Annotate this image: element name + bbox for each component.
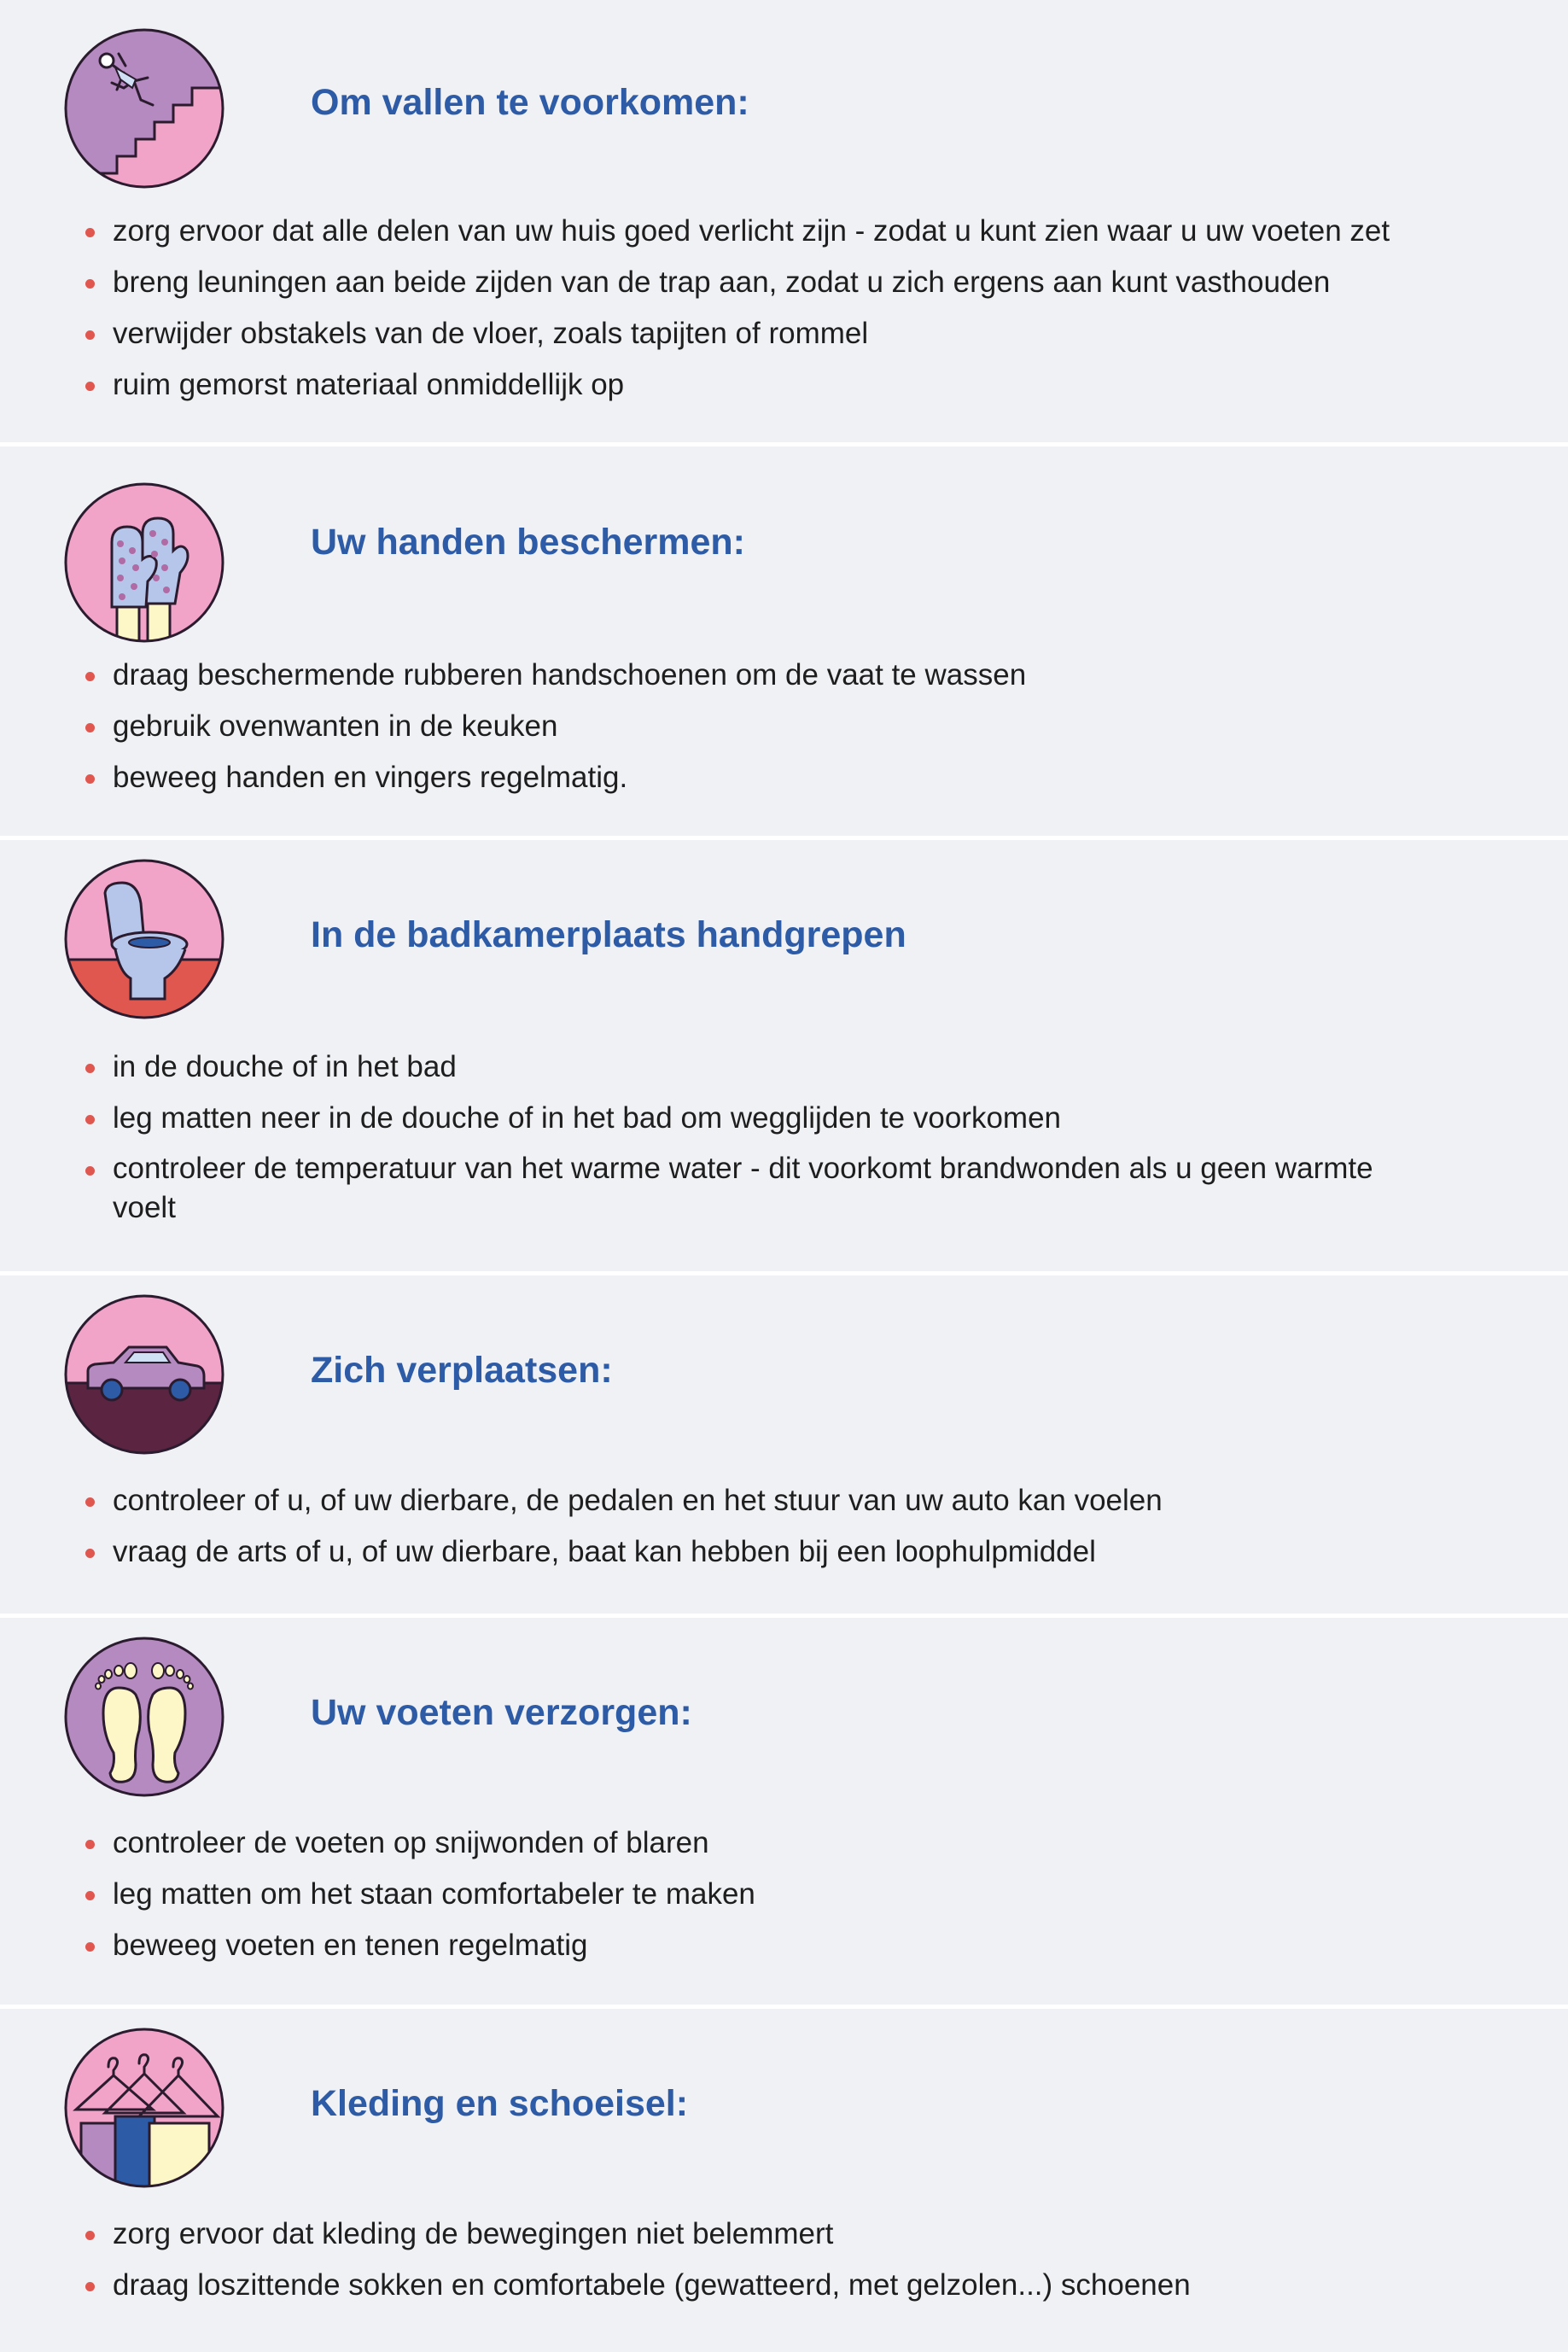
section-title: Om vallen te voorkomen: bbox=[311, 82, 749, 123]
footprints-icon bbox=[64, 1637, 224, 1797]
list-item: leg matten neer in de douche of in het bad om wegglijden te voorkomen bbox=[85, 1098, 1519, 1139]
list-item: draag loszittende sokken en comfortabele (gewatteerd, met gelzolen...) schoenen bbox=[85, 2265, 1519, 2306]
section-title: In de badkamerplaats handgrepen bbox=[311, 914, 906, 955]
section-hands bbox=[0, 446, 1568, 836]
bullet-list bbox=[85, 2214, 1519, 2316]
section-falls bbox=[0, 0, 1568, 442]
list-item: zorg ervoor dat alle delen van uw huis goed verlicht zijn - zodat u kunt zien waar u uw voeten zet bbox=[85, 211, 1519, 252]
oven-mitts-icon bbox=[64, 482, 224, 643]
list-item: beweeg voeten en tenen regelmatig bbox=[85, 1925, 1519, 1966]
list-item: controleer of u, of uw dierbare, de pedalen en het stuur van uw auto kan voelen bbox=[85, 1480, 1519, 1521]
list-item: ruim gemorst materiaal onmiddellijk op bbox=[85, 365, 1519, 406]
list-item: leg matten om het staan comfortabeler te maken bbox=[85, 1874, 1519, 1915]
list-item: gebruik ovenwanten in de keuken bbox=[85, 706, 1519, 747]
toilet-icon bbox=[64, 859, 224, 1019]
section-title: Uw handen beschermen: bbox=[311, 522, 745, 563]
bullet-list bbox=[85, 1480, 1519, 1583]
list-item: controleer de temperatuur van het warme water - dit voorkomt brandwonden als u geen warmte voelt bbox=[85, 1149, 1444, 1228]
section-bathroom bbox=[0, 840, 1568, 1271]
list-item: verwijder obstakels van de vloer, zoals tapijten of rommel bbox=[85, 313, 1519, 354]
list-item: draag beschermende rubberen handschoenen om de vaat te wassen bbox=[85, 655, 1519, 696]
section-feet bbox=[0, 1618, 1568, 2005]
section-title: Kleding en schoeisel: bbox=[311, 2083, 689, 2124]
falling-stairs-icon bbox=[64, 28, 224, 189]
section-title: Zich verplaatsen: bbox=[311, 1350, 613, 1391]
bullet-list bbox=[85, 655, 1519, 808]
clothes-hangers-icon bbox=[64, 2028, 224, 2188]
car-icon bbox=[64, 1294, 224, 1455]
list-item: beweeg handen en vingers regelmatig. bbox=[85, 757, 1519, 798]
section-clothing bbox=[0, 2009, 1568, 2352]
bullet-list bbox=[85, 1047, 1519, 1238]
list-item: in de douche of in het bad bbox=[85, 1047, 1519, 1088]
list-item: controleer de voeten op snijwonden of blaren bbox=[85, 1823, 1519, 1864]
bullet-list bbox=[85, 1823, 1519, 1976]
section-transport bbox=[0, 1275, 1568, 1614]
list-item: zorg ervoor dat kleding de bewegingen niet belemmert bbox=[85, 2214, 1519, 2255]
list-item: vraag de arts of u, of uw dierbare, baat kan hebben bij een loophulpmiddel bbox=[85, 1532, 1519, 1573]
list-item: breng leuningen aan beide zijden van de trap aan, zodat u zich ergens aan kunt vasthouden bbox=[85, 262, 1519, 303]
bullet-list bbox=[85, 211, 1519, 416]
section-title: Uw voeten verzorgen: bbox=[311, 1692, 692, 1733]
